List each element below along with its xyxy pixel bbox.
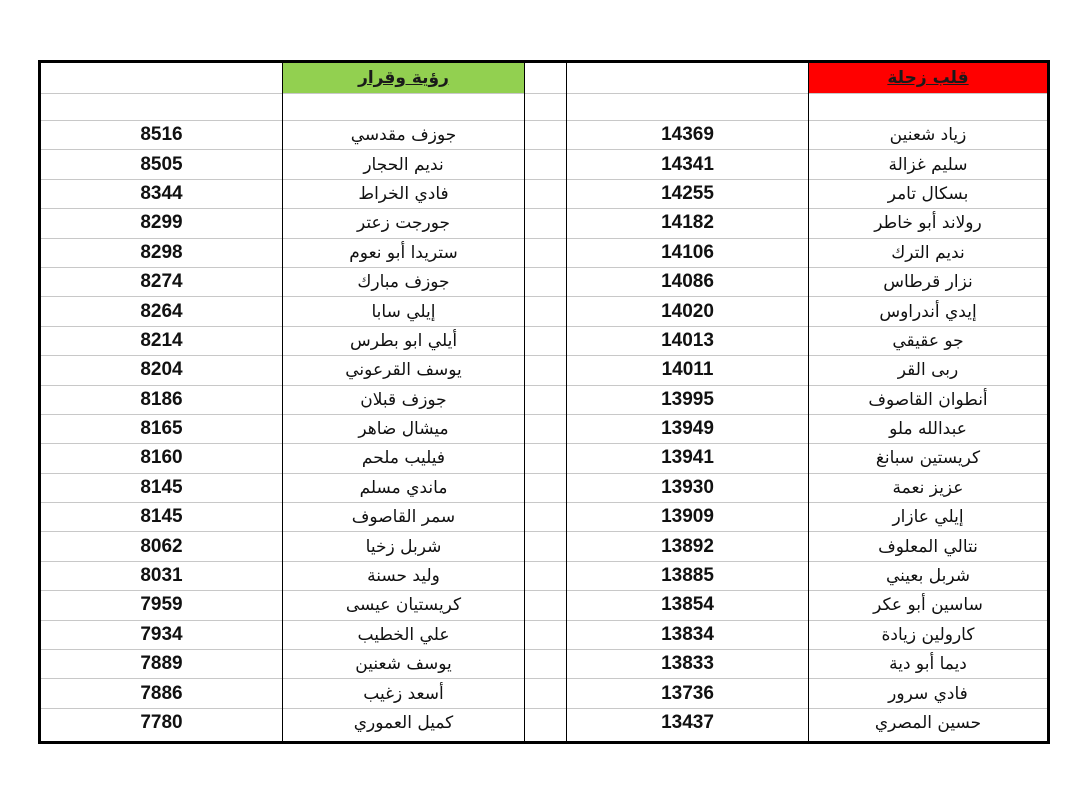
results-table [38, 60, 1050, 744]
vote-count: 13995 [661, 388, 714, 410]
table-row [567, 355, 808, 384]
table-row [809, 590, 1047, 619]
table-row [809, 649, 1047, 678]
separator-cell [525, 179, 566, 208]
candidate-name: نتالي المعلوف [878, 536, 978, 557]
table-row [809, 326, 1047, 355]
table-row [567, 208, 808, 237]
candidate-name: ماندي مسلم [359, 477, 448, 498]
candidate-name: سمر القاصوف [351, 507, 456, 528]
vote-count: 8186 [140, 388, 183, 410]
table-row [41, 355, 282, 384]
vote-count: 8062 [140, 535, 183, 557]
candidate-name: كارولين زيادة [881, 624, 975, 645]
table-row [283, 355, 524, 384]
candidate-name: جو عقيقي [892, 330, 964, 351]
separator-cell [525, 708, 566, 737]
candidate-name: حسين المصري [874, 713, 982, 733]
vote-count: 8299 [140, 212, 183, 234]
vote-count: 8505 [140, 153, 183, 175]
vote-count: 13909 [661, 506, 714, 528]
table-row [809, 502, 1047, 531]
candidate-name: ديما أبو دية [889, 654, 967, 675]
separator-cell [525, 473, 566, 502]
table-row [41, 590, 282, 619]
table-row [283, 561, 524, 590]
candidate-name: إيدي أندراوس [879, 301, 977, 322]
vote-count: 14020 [661, 300, 714, 322]
candidate-name: ميشال ضاهر [358, 419, 449, 440]
table-row [567, 385, 808, 414]
vote-count: 8031 [140, 565, 183, 587]
table-row [809, 708, 1047, 737]
candidate-name: كريستيان عيسى [345, 595, 462, 616]
table-row [809, 385, 1047, 414]
vote-count: 14255 [661, 182, 714, 204]
table-row [567, 443, 808, 472]
table-row [283, 620, 524, 649]
table-row [809, 208, 1047, 237]
vote-count: 13941 [661, 447, 714, 469]
candidate-name: شربل بعيني [886, 566, 970, 587]
table-row [567, 179, 808, 208]
candidate-name: فادي سرور [888, 683, 968, 704]
candidate-name: ساسين أبو عكر [873, 595, 983, 616]
table-row [283, 414, 524, 443]
separator-cell [525, 443, 566, 472]
table-row [567, 296, 808, 325]
vote-count: 7780 [140, 712, 183, 733]
table-row [567, 678, 808, 707]
table-row [809, 179, 1047, 208]
vote-count: 13949 [661, 418, 714, 440]
vote-count: 7886 [140, 682, 183, 704]
vote-count: 8274 [140, 271, 183, 293]
vote-count: 8204 [140, 359, 183, 381]
table-row [283, 531, 524, 560]
separator-column [525, 63, 567, 741]
vote-count: 8145 [140, 476, 183, 498]
vote-count: 13892 [661, 535, 714, 557]
table-row [283, 296, 524, 325]
vote-count: 14106 [661, 241, 714, 263]
table-row [809, 473, 1047, 502]
vote-count: 14013 [661, 329, 714, 351]
table-row [283, 708, 524, 737]
table-row [283, 590, 524, 619]
right-votes-header-cell [567, 63, 808, 93]
table-row [41, 326, 282, 355]
separator-cell [525, 678, 566, 707]
table-row [567, 502, 808, 531]
vote-count: 8165 [140, 418, 183, 440]
table-row [809, 149, 1047, 178]
table-row [567, 708, 808, 737]
separator-cell [525, 326, 566, 355]
candidate-name: سليم غزالة [888, 154, 968, 175]
vote-count: 14182 [661, 212, 714, 234]
table-row [41, 120, 282, 149]
candidate-name: بسكال تامر [887, 183, 969, 204]
candidate-name: يوسف القرعوني [345, 360, 462, 381]
left-group-votes-column [41, 63, 283, 741]
table-row [41, 296, 282, 325]
table-row [567, 620, 808, 649]
separator-cell [525, 385, 566, 414]
separator-cell [525, 355, 566, 384]
table-row [283, 649, 524, 678]
table-row [283, 238, 524, 267]
separator-cell [525, 296, 566, 325]
vote-count: 13885 [661, 565, 714, 587]
candidate-name: علي الخطيب [357, 624, 450, 645]
table-row [567, 120, 808, 149]
separator-cell [525, 620, 566, 649]
candidate-name: وليد حسنة [367, 566, 440, 587]
candidate-name: نزار قرطاس [883, 272, 973, 293]
vote-count: 8298 [140, 241, 183, 263]
table-row [567, 531, 808, 560]
table-row [41, 443, 282, 472]
table-row [809, 678, 1047, 707]
table-row [809, 531, 1047, 560]
vote-count: 7959 [140, 594, 183, 616]
vote-count: 14369 [661, 124, 714, 146]
table-row [41, 531, 282, 560]
right-group-votes-column [567, 63, 809, 741]
candidate-name: كريستين سبانغ [875, 448, 981, 469]
table-row [567, 473, 808, 502]
table-row [283, 326, 524, 355]
separator-cell [525, 561, 566, 590]
vote-count: 8264 [140, 300, 183, 322]
vote-count: 8516 [140, 124, 183, 146]
table-row [283, 208, 524, 237]
table-row [809, 355, 1047, 384]
vote-count: 14086 [661, 271, 714, 293]
table-row [283, 443, 524, 472]
separator-cell [525, 267, 566, 296]
table-row [41, 179, 282, 208]
table-row [567, 149, 808, 178]
right-group-names-column [809, 63, 1047, 741]
separator-cell [525, 531, 566, 560]
table-row [809, 267, 1047, 296]
vote-count: 13930 [661, 476, 714, 498]
candidate-name: فيليب ملحم [361, 448, 446, 469]
separator-cell [525, 120, 566, 149]
left-votes-header-cell [41, 63, 282, 93]
left-group-names-column [283, 63, 525, 741]
candidate-name: زياد شعنين [889, 125, 967, 146]
vote-count: 7889 [140, 653, 183, 675]
candidate-name: يوسف شعنين [355, 654, 452, 675]
vote-count: 8160 [140, 447, 183, 469]
table-row [809, 120, 1047, 149]
table-row [567, 414, 808, 443]
separator-cell [525, 502, 566, 531]
table-row [283, 120, 524, 149]
table-row [41, 473, 282, 502]
candidate-name: نديم الترك [891, 242, 965, 263]
table-row [41, 149, 282, 178]
table-row [567, 590, 808, 619]
right-group-title: قلب زحلة [809, 63, 1047, 93]
table-row [41, 678, 282, 707]
vote-count: 13834 [661, 623, 714, 645]
candidate-name: أيلي ابو بطرس [349, 330, 458, 351]
candidate-name: رولاند أبو خاطر [874, 213, 982, 234]
vote-count: 14341 [661, 153, 714, 175]
candidate-name: فادي الخراط [358, 183, 449, 204]
separator-cell [525, 414, 566, 443]
table-row [41, 649, 282, 678]
table-row [809, 296, 1047, 325]
vote-count: 7934 [140, 623, 183, 645]
candidate-name: إيلي سابا [371, 301, 436, 322]
table-row [283, 502, 524, 531]
candidate-name: جورجت زعتر [357, 213, 450, 234]
candidate-name: جوزف قبلان [360, 389, 447, 410]
candidate-name: ربى القر [897, 360, 959, 381]
table-row [41, 561, 282, 590]
table-row [283, 267, 524, 296]
separator-cell [525, 149, 566, 178]
vote-count: 13854 [661, 594, 714, 616]
table-row [41, 208, 282, 237]
table-row [41, 620, 282, 649]
candidate-name: إيلي عازار [892, 507, 964, 528]
candidate-name: جوزف مبارك [357, 272, 450, 293]
candidate-name: نديم الحجار [363, 154, 444, 175]
vote-count: 13437 [661, 712, 714, 733]
candidate-name: ستريدا أبو نعوم [349, 242, 458, 263]
separator-cell [525, 590, 566, 619]
table-row [41, 385, 282, 414]
table-row [567, 649, 808, 678]
table-row [809, 443, 1047, 472]
table-row [283, 473, 524, 502]
vote-count: 13736 [661, 682, 714, 704]
table-row [809, 620, 1047, 649]
candidate-name: أسعد زغيب [363, 683, 444, 704]
table-row [283, 149, 524, 178]
table-row [41, 414, 282, 443]
vote-count: 14011 [661, 359, 714, 381]
vote-count: 8344 [140, 182, 183, 204]
separator-cell [525, 238, 566, 267]
left-group-title: رؤية وقرار [283, 63, 524, 93]
table-row [283, 385, 524, 414]
vote-count: 13833 [661, 653, 714, 675]
candidate-name: كميل العموري [353, 713, 454, 733]
table-row [567, 326, 808, 355]
vote-count: 8145 [140, 506, 183, 528]
table-row [809, 414, 1047, 443]
table-row [809, 238, 1047, 267]
vote-count: 8214 [140, 329, 183, 351]
table-row [41, 502, 282, 531]
table-row [41, 708, 282, 737]
table-row [283, 678, 524, 707]
table-row [567, 561, 808, 590]
table-row [41, 267, 282, 296]
table-row [41, 238, 282, 267]
candidate-name: جوزف مقدسي [350, 125, 457, 146]
candidate-name: عبدالله ملو [889, 419, 967, 440]
candidate-name: عزيز نعمة [892, 477, 964, 498]
table-row [567, 238, 808, 267]
candidate-name: شربل زخيا [365, 536, 442, 557]
table-row [809, 561, 1047, 590]
separator-cell [525, 649, 566, 678]
table-row [283, 179, 524, 208]
candidate-name: أنطوان القاصوف [868, 389, 988, 410]
separator-cell [525, 208, 566, 237]
table-row [567, 267, 808, 296]
